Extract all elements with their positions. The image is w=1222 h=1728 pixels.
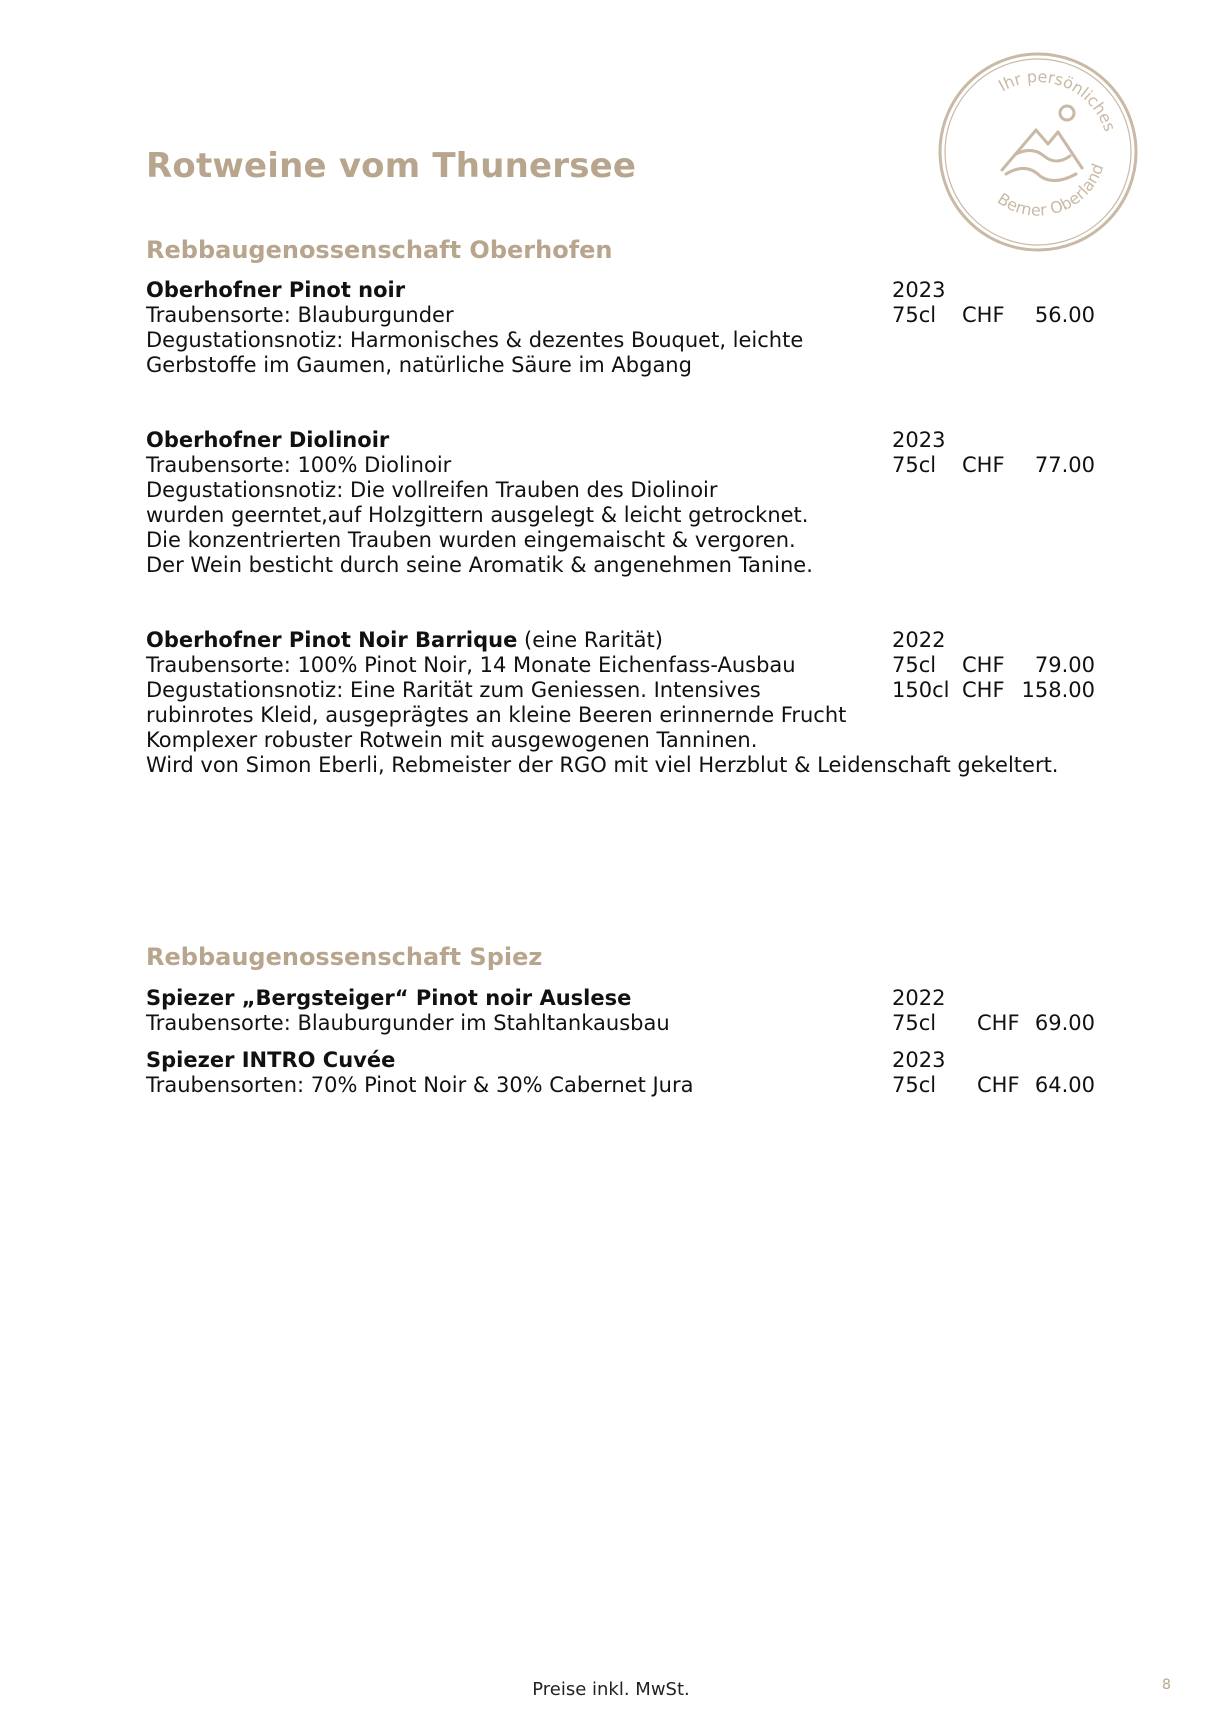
- page-title: Rotweine vom Thunersee: [146, 146, 637, 186]
- wine-name: Spiezer „Bergsteiger“ Pinot noir Auslese: [146, 986, 632, 1010]
- logo-top-text: Ihr persönliches: [995, 66, 1120, 134]
- wine-detail: Traubensorten: 70% Pinot Noir & 30% Cabernet Jura: [146, 1073, 694, 1097]
- wine-year: 2023: [892, 428, 946, 452]
- wine-year: 2022: [892, 628, 946, 652]
- wine-detail: Degustationsnotiz: Harmonisches & dezentes Bouquet, leichte: [146, 328, 804, 352]
- wine-currency: CHF: [962, 303, 1005, 327]
- wine-detail: Traubensorte: Blauburgunder: [146, 303, 454, 327]
- wine-price: 64.00: [1034, 1073, 1095, 1097]
- wine-currency: CHF: [962, 653, 1005, 677]
- wine-name: Oberhofner Diolinoir: [146, 428, 390, 452]
- wine-detail: Traubensorte: 100% Pinot Noir, 14 Monate Eichenfass-Ausbau: [146, 653, 796, 677]
- wine-name-suffix: (eine Rarität): [517, 628, 663, 652]
- wine-detail: Traubensorte: Blauburgunder im Stahltankausbau: [146, 1011, 670, 1035]
- wine-currency: CHF: [962, 453, 1005, 477]
- wine-price: 158.00: [1021, 678, 1095, 702]
- wine-detail: Degustationsnotiz: Eine Rarität zum Geniessen. Intensives: [146, 678, 761, 702]
- wine-detail: Die konzentrierten Trauben wurden eingemaischt & vergoren.: [146, 528, 796, 552]
- wine-size: 75cl: [892, 1073, 937, 1097]
- wine-name: Spiezer INTRO Cuvée: [146, 1048, 396, 1072]
- wine-size: 75cl: [892, 303, 937, 327]
- wine-currency: CHF: [977, 1011, 1020, 1035]
- logo-bottom-text: Berner Oberland: [994, 161, 1108, 220]
- berner-oberland-logo-icon: [936, 50, 1140, 254]
- wine-detail: Gerbstoffe im Gaumen, natürliche Säure im Abgang: [146, 353, 692, 377]
- wine-detail: Wird von Simon Eberli, Rebmeister der RGO mit viel Herzblut & Leidenschaft gekeltert.: [146, 753, 1059, 777]
- page-number: 8: [1162, 1677, 1171, 1693]
- wine-price: 79.00: [1034, 653, 1095, 677]
- wine-detail: rubinrotes Kleid, ausgeprägtes an kleine Beeren erinnernde Frucht: [146, 703, 847, 727]
- wine-name-line: [146, 628, 663, 653]
- wine-price: 69.00: [1034, 1011, 1095, 1035]
- wine-name: Oberhofner Pinot Noir Barrique: [146, 628, 518, 652]
- wine-currency: CHF: [962, 678, 1005, 702]
- wine-name: Oberhofner Pinot noir: [146, 278, 406, 302]
- wine-size: 150cl: [892, 678, 950, 702]
- section-title-spiez: Rebbaugenossenschaft Spiez: [146, 943, 543, 971]
- wine-size: 75cl: [892, 653, 937, 677]
- wine-detail: Degustationsnotiz: Die vollreifen Trauben des Diolinoir: [146, 478, 718, 502]
- wine-size: 75cl: [892, 453, 937, 477]
- wine-detail: Traubensorte: 100% Diolinoir: [146, 453, 452, 477]
- wine-year: 2023: [892, 1048, 946, 1072]
- wine-currency: CHF: [977, 1073, 1020, 1097]
- wine-year: 2023: [892, 278, 946, 302]
- wine-detail: Der Wein besticht durch seine Aromatik & angenehmen Tanine.: [146, 553, 813, 577]
- wine-detail: wurden geerntet,auf Holzgittern ausgelegt & leicht getrocknet.: [146, 503, 809, 527]
- wine-detail: Komplexer robuster Rotwein mit ausgewogenen Tanninen.: [146, 728, 758, 752]
- wine-size: 75cl: [892, 1011, 937, 1035]
- wine-price: 56.00: [1034, 303, 1095, 327]
- footer-note: Preise inkl. MwSt.: [532, 1679, 690, 1700]
- section-title-oberhofen: Rebbaugenossenschaft Oberhofen: [146, 236, 613, 264]
- wine-price: 77.00: [1034, 453, 1095, 477]
- wine-year: 2022: [892, 986, 946, 1010]
